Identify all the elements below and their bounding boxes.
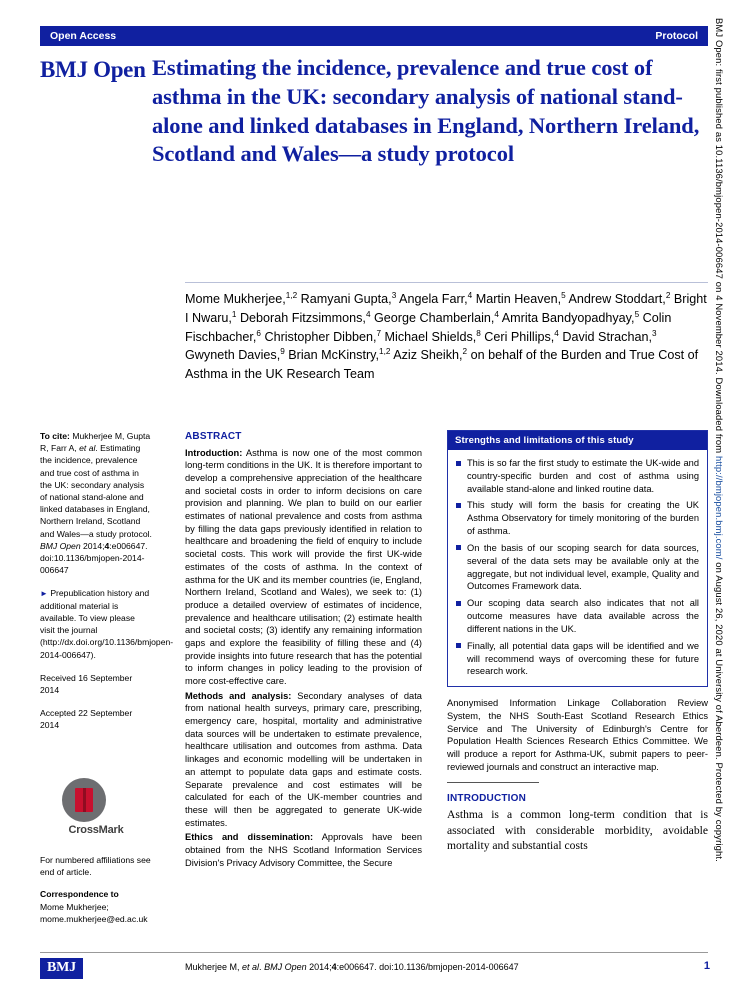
abstract-ethics-text: Approvals have been obtained from the NHS Scotland Information Services Division's Privacy Advisory Committee, the Secure [185, 832, 423, 868]
crossmark-book-icon [75, 788, 93, 812]
strengths-limitations-heading: Strengths and limitations of this study [448, 431, 707, 450]
crossmark-label: CrossMark [68, 824, 124, 836]
square-bullet-icon [456, 601, 461, 606]
prepublication-text: Prepublication history and additional material is available. To view please visit the journal (http://dx.doi.org/10.1136/bmjopen-2014-006647). [40, 588, 174, 660]
correspondence-block [40, 888, 152, 925]
received-date: Received 16 September 2014 [40, 672, 133, 696]
list-item [456, 499, 699, 537]
footer-logo: BMJ [40, 958, 83, 979]
page-number: 1 [703, 960, 710, 972]
watermark-link[interactable]: http://bmjopen.bmj.com/ [714, 456, 725, 560]
list-item [456, 542, 699, 593]
left-meta-column [40, 430, 174, 743]
list-item-text: Our scoping data search also indicates that not all outcome measures have data available across the different nations in the UK. [467, 598, 699, 634]
journal-name: BMJ Open [40, 57, 146, 82]
correspondence-text: Mome Mukherjee; mome.mukherjee@ed.ac.uk [40, 901, 148, 924]
list-item-text: This is so far the first study to estimate the UK-wide and country-specific burden and cost of asthma using available stand-alone and linked routine data. [467, 458, 699, 494]
abstract-introduction [185, 447, 422, 688]
square-bullet-icon [456, 545, 461, 550]
square-bullet-icon [456, 461, 461, 466]
abstract-methods [185, 690, 422, 830]
right-column [447, 430, 708, 854]
abstract-introduction-label: Introduction: [185, 447, 243, 458]
footer-citation: Mukherjee M, et al. BMJ Open 2014;4:e006647. doi:10.1136/bmjopen-2014-006647 [185, 962, 519, 972]
open-access-label: Open Access [50, 30, 117, 42]
to-cite-text: Mukherjee M, Gupta R, Farr A, et al. Estimating the incidence, prevalence and true cost of asthma in the UK: secondary analysis of national stand-alone and linked databases in England, Northern Ireland, Scotland and Wales—a study protocol. BMJ Open 2014;4:e006647. doi:10.1136/bmjopen-2014-006647 [40, 431, 152, 576]
prepublication-block [40, 587, 174, 660]
list-item [456, 597, 699, 635]
list-item [456, 457, 699, 495]
left-meta-column-lower [40, 854, 152, 935]
page-title: Estimating the incidence, prevalence and true cost of asthma in the UK: secondary analysis of national stand-alone and linked databases in England, Northern Ireland, Scotland and Wales—a study protocol [152, 55, 700, 167]
list-item [456, 640, 699, 678]
list-item-text: Finally, all potential data gaps will be identified and we will recommend ways of overcoming these for future research work. [467, 640, 699, 677]
square-bullet-icon [456, 503, 461, 508]
sidebar-watermark-text [714, 18, 725, 862]
footer-divider [40, 952, 708, 953]
journal-masthead [40, 58, 150, 82]
square-bullet-icon [456, 643, 461, 648]
abstract-methods-text: Secondary analyses of data from national health surveys, primary care, prescribing, emergency care, hospital, mortality and administrative data sources will be undertaken to estimate prevalence, healthcare utilisation and outcomes from asthma. Data linkages and economic modelling will be undertaken in an attempt to populate data gaps and estimate costs. Separate prevalence and cost estimates will be calculated for each of the UK-member countries and these will then be aggregated to generate UK-wide estimates. [185, 690, 422, 828]
abstract-heading: ABSTRACT [185, 431, 242, 442]
article-type-label: Protocol [655, 30, 698, 42]
list-item-text: On the basis of our scoping search for data sources, several of the data sets may be available only at the aggregate, but not individual level, example, Quality and Outcomes Framework data. [467, 542, 699, 592]
abstract-methods-label: Methods and analysis: [185, 690, 292, 701]
abstract-ethics-label: Ethics and dissemination: [185, 832, 314, 843]
introduction-text: Asthma is a common long-term condition that is associated with considerable morbidity, avoidable mortality and substantial costs [447, 808, 708, 853]
list-item-text: This study will form the basis for creating the UK Asthma Observatory for timely monitoring of the burden of asthma. [467, 500, 699, 537]
open-access-bar [40, 26, 708, 46]
author-list: Mome Mukherjee,$^{1,2}$ Ramyani Gupta,$^3$ Angela Farr,$^4$ Martin Heaven,$^5$ Andrew Stoddart,$^2$ Bright I Nwaru,$^1$ Deborah Fitzsimmons,$^4$ George Chamberlain,$^4$ Amrita Bandyopadhyay,$^5$ Colin Fischbacher,$^6$ Christopher Dibben,$^7$ Michael Shields,$^8$ Ceri Phillips,$^4$ David Strachan,$^3$ Gwyneth Davies,$^9$ Brian McKinstry,$^{1,2}$ Aziz Sheikh,$^2$ on behalf of the Burden and True Cost of Asthma in the UK Research Team [185, 291, 707, 382]
watermark-suffix: on August 26, 2020 at University of Aberdeen. Protected by copyright. [714, 559, 725, 862]
abstract-introduction-text: Asthma is now one of the most common long-term conditions in the UK. It is therefore important to develop a comprehensive appreciation of the healthcare and societal costs in order to inform decisions on care provision and planning. We plan to build on our earlier estimates of national prevalence and costs from asthma by filling the data gaps previously identified in relation to healthcare and broadening the field of enquiry to include societal costs. This work will provide the first UK-wide estimates of the costs of asthma. In the context of asthma for the UK and its member countries (ie, England, Northern Ireland, Scotland and Wales), we seek to: (1) produce a detailed overview of estimates of incidence, prevalence and healthcare utilisation; (2) estimate health and societal costs; (3) identify any remaining information gaps and explore the feasibility of filling these and (4) provide insights into future research that has the potential to inform changes in policy leading to the provision of more cost-effective care. [185, 447, 422, 687]
sidebar-watermark [714, 0, 750, 1000]
ethics-continued-text: Anonymised Information Linkage Collaboration Review System, the NHS South-East Scotland Research Ethics Service and The University of Edinburgh's Centre for Population Health Sciences Research Ethics Committee. We will produce a report for Asthma-UK, submit papers to peer-reviewed journals and construct an interactive map. [447, 698, 708, 772]
affiliations-note: For numbered affiliations see end of article. [40, 855, 151, 878]
strengths-limitations-box [447, 430, 708, 687]
abstract-ethics [185, 831, 422, 869]
accepted-date: Accepted 22 September 2014 [40, 708, 133, 731]
triangle-right-icon: ► [40, 589, 48, 599]
to-cite-block [40, 430, 152, 576]
title-divider [185, 282, 708, 283]
section-divider [447, 782, 539, 783]
to-cite-label: To cite: [40, 431, 70, 441]
abstract-column [185, 430, 422, 871]
introduction-heading: INTRODUCTION [447, 793, 527, 805]
watermark-prefix: BMJ Open: first published as 10.1136/bmjopen-2014-006647 on 4 November 2014. Downloaded from [714, 18, 725, 456]
crossmark-logo[interactable] [44, 778, 148, 840]
correspondence-label: Correspondence to [40, 889, 119, 900]
strengths-limitations-list [448, 450, 707, 686]
